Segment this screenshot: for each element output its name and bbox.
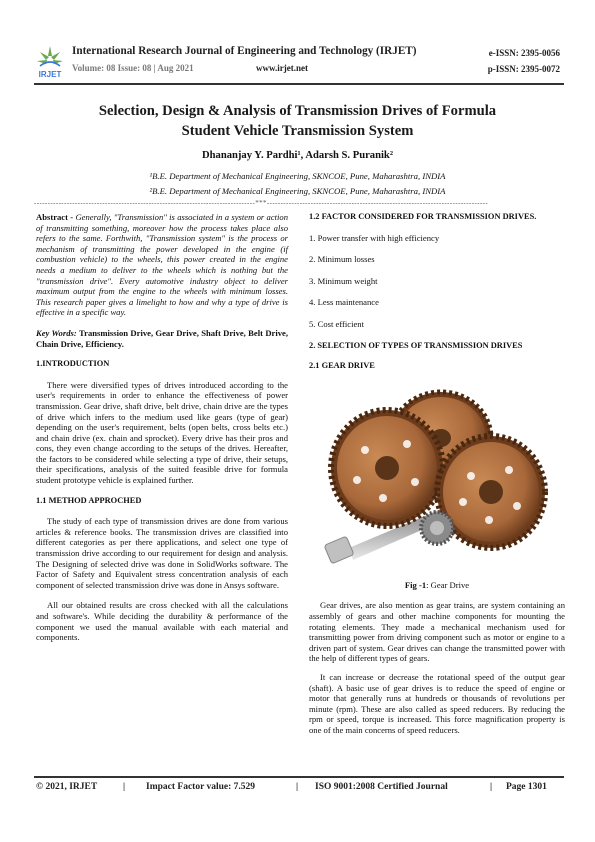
abstract-text: Generally, "Transmission" is associated in a system or action of transmitting something, moreover how the process takes place also refers to the same. Forthwith, "Transmission system" is the process or mechanism of transmitting the power developed in the engine (if combustion vehicle) to the wheels, this power created in the engine needs a medium to deliver to the wheels which is nothing but the "transmission drive". Every automotive industry object to deliver maximum output from the engine to the wheels with minimum losses. This research paper gives a limelight to how and why a type of drive is effective in a specific way. (36, 212, 288, 318)
keywords-label: Key Words: (36, 327, 80, 338)
affiliation-2: ²B.E. Department of Mechanical Engineering, SKNCOE, Pune, Maharashtra, INDIA (149, 186, 446, 196)
gear-drive-figure (309, 380, 565, 578)
right-column (309, 212, 565, 735)
footer-impact: Impact Factor value: 7.529 (146, 782, 256, 792)
footer-page: Page 1301 (506, 782, 547, 792)
gear-text-2: It can increase or decrease the rotational speed of the output gear (shaft). A basic use of gear drives is to reduce the speed of engine or motor that generally runs at hundreds or thousands of revolutions per minute (rpm). These are also called as speed reducers. By reducing the rpm or speed, torque is increased. This force magnification property is one of the main concerns of speed reducers. (309, 671, 565, 735)
footer-iso: ISO 9001:2008 Certified Journal (315, 782, 448, 792)
gear-text-1: Gear drives, are also mention as gear trains, are system containing an assembly of gears and other machine components for mounting the rotating elements. They made a mechanical mechanism used for transmitting power from driving component such as motor or engine to a driven part of system. Gear drives can change the transmitted power with the help of different types of gears. (309, 600, 565, 664)
intro-heading: 1.INTRODUCTION (36, 359, 110, 369)
factor-item-5: 5. Cost efficient (309, 318, 364, 329)
figure-caption (309, 580, 565, 591)
method-text: The study of each type of transmission drives are done from various articles & reference books. The transmission drives are classified into different categories as per there applications, and select one type of transmission drive according to our requirement for design and analysis. The Designing of selected drive was done in SolidWorks software. The Factor of Safety and Equivalent stress concentration analysis of each component of selected transmission drive was done in Ansys software. (36, 516, 288, 590)
authors: Dhananjay Y. Pardhi¹, Adarsh S. Puranik² (201, 150, 393, 161)
gear-drive-illustration (309, 380, 565, 578)
figure-caption-text: : Gear Drive (426, 579, 470, 590)
gear-left (331, 410, 443, 526)
irjet-logo (34, 42, 66, 80)
abstract (36, 212, 288, 318)
footer-sep-3: | (490, 782, 493, 792)
title-line-2: Student Vehicle Transmission System (181, 123, 414, 139)
journal-website[interactable]: www.irjet.net (256, 63, 308, 73)
header-rule (34, 83, 564, 85)
footer-rule (34, 776, 564, 778)
journal-title: International Research Journal of Engineering and Technology (IRJET) (72, 45, 417, 57)
abstract-label: Abstract - (36, 212, 76, 222)
factor-item-3: 3. Minimum weight (309, 275, 378, 286)
volume-issue: Volume: 08 Issue: 08 | Aug 2021 (72, 63, 194, 73)
keywords (36, 328, 288, 349)
method-heading: 1.1 METHOD APPROCHED (36, 495, 142, 505)
footer-sep-2: | (296, 782, 299, 792)
factor-item-1: 1. Power transfer with high efficiency (309, 232, 440, 243)
factor-item-4: 4. Less maintenance (309, 297, 379, 308)
figure-label: Fig -1 (404, 579, 427, 590)
factors-heading: 1.2 FACTOR CONSIDERED FOR TRANSMISSION DRIVES. (309, 212, 537, 221)
paper-title (40, 101, 555, 141)
journal-header (34, 42, 564, 82)
logo-text: IRJET (38, 70, 62, 79)
gear-pinion (421, 512, 453, 544)
method-text-2: All our obtained results are cross checked with all the calculations and software's. While deciding the durability & performance of the component we used the manual available with each material and components. (36, 600, 288, 643)
factor-item-2: 2. Minimum losses (309, 254, 375, 265)
affiliation-1: ¹B.E. Department of Mechanical Engineering, SKNCOE, Pune, Maharashtra, INDIA (149, 171, 446, 181)
left-column (36, 212, 288, 643)
gear-drive-heading: 2.1 GEAR DRIVE (309, 361, 375, 371)
title-line-1: Selection, Design & Analysis of Transmission Drives of Formula (98, 103, 497, 119)
eissn: e-ISSN: 2395-0056 (488, 48, 560, 58)
gear-right (437, 436, 545, 548)
selection-heading: 2. SELECTION OF TYPES OF TRANSMISSION DRIVES (309, 340, 523, 350)
keywords-text: Transmission Drive, Gear Drive, Shaft Drive, Belt Drive, Chain Drive, Efficiency. (36, 327, 288, 349)
footer-copyright: © 2021, IRJET (36, 782, 98, 792)
section-divider: ---------------------------------------------------------------------------------***--------------------------------------------------------------------------------- (34, 199, 489, 207)
intro-text: There were diversified types of drives introduced according to the user's requirements in order to enhance the effectiveness of power transmission. Gear drive, shaft drive, belt drive, chain drive are the types of drive which infers to the medium used like gears (type of gear) depending on the user's requirement, belts (open belts, cross belts etc.) and chain drive (ex. chain and sprocket). Every drive has their pros and cons, they even change according to the setups of the drives. Hereafter, the factors to be considered while selecting a type of drive, their setups, their specifications, analysis of the suited feasible drive for formula student prototype vehicle is explained further. (36, 379, 288, 486)
footer-sep-1: | (123, 782, 126, 792)
pissn: p-ISSN: 2395-0072 (487, 64, 560, 74)
